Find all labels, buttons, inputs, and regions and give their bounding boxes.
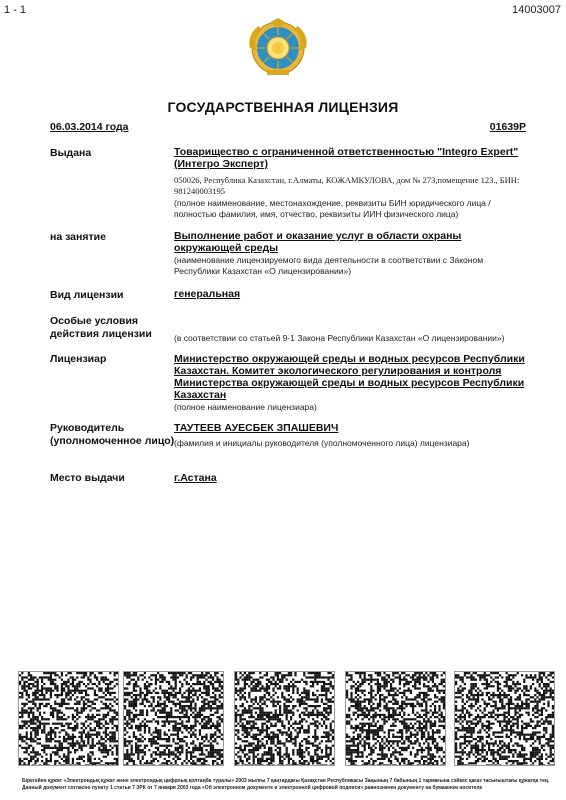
head-label: Руководитель (уполномоченное лицо): [50, 422, 175, 447]
head-value: ТАУТЕЕВ АУЕСБЕК ЗПАШЕВИЧ: [174, 422, 339, 434]
footer-kazakh-text: Бірегейен құжат «Электрондық құжат және электрондық цифрлық қолтаңба туралы» 2003 жылғы 7 қаңтардағы Қазақстан Республикасы Заңының 7 бабының 1 тармағына сәйкес қағаз тасығыштағы құжатқа тең.: [22, 778, 550, 784]
footer-russian-text: Данный документ согласно пункту 1 статьи 7 ЗРК от 7 января 2003 года «Об электронном документе и электронной цифровой подписи» равнозначен документу на бумажном носителе: [22, 785, 483, 791]
barcode-image-3: [234, 671, 335, 766]
activity-value: Выполнение работ и оказание услуг в области охраны окружающей среды: [174, 230, 462, 254]
license-type-label: Вид лицензии: [50, 289, 124, 301]
issued-to-address: 050026, Республика Казахстан, г.Алматы, КОЖАМКУЛОВА, дом № 273,помещение 123., БИН: 981240003195: [174, 175, 520, 196]
special-conditions-note: (в соответствии со статьей 9-1 Закона Республики Казахстан «О лицензировании»): [174, 333, 505, 343]
activity-note: (наименование лицензируемого вида деятельности в соответствии с Законом Республики Казахстан «О лицензировании»): [174, 255, 484, 276]
barcode-image-1: [18, 671, 119, 766]
license-type-value: генеральная: [174, 288, 241, 300]
document-title: ГОСУДАРСТВЕННАЯ ЛИЦЕНЗИЯ: [167, 99, 399, 115]
special-conditions-label: Особые условия действия лицензии: [50, 315, 152, 340]
issued-to-value: Товарищество с ограниченной ответственностью "Integro Expert" (Интегро Эксперт): [174, 146, 519, 170]
license-number: 01639Р: [489, 121, 526, 133]
document-number: 14003007: [512, 4, 561, 16]
barcode-image-5: [454, 671, 555, 766]
head-note: (фамилия и инициалы руководителя (уполномоченного лица) лицензиара): [174, 438, 470, 448]
place-value: г.Астана: [174, 472, 217, 484]
licensor-note: (полное наименование лицензиара): [174, 402, 317, 412]
issued-to-note: (полное наименование, местонахождение, реквизиты БИН юридического лица / полностью фамилия, имя, отчество, реквизиты ИИН физического лица): [174, 198, 491, 219]
place-label: Место выдачи: [50, 472, 125, 484]
barcode-image-2: [123, 671, 224, 766]
licensor-label: Лицензиар: [50, 353, 107, 365]
licensor-value: Министерство окружающей среды и водных ресурсов Республики Казахстан. Комитет экологического регулирования и контроля Министерства окружающей среды и водных ресурсов Республики Казахстан: [174, 353, 525, 401]
activity-label: на занятие: [50, 231, 106, 243]
issued-to-label: Выдана: [50, 147, 92, 159]
page-counter: 1 - 1: [4, 4, 27, 16]
barcode-image-4: [345, 671, 446, 766]
state-emblem-icon: [247, 18, 309, 76]
issue-date: 06.03.2014 года: [50, 121, 129, 133]
